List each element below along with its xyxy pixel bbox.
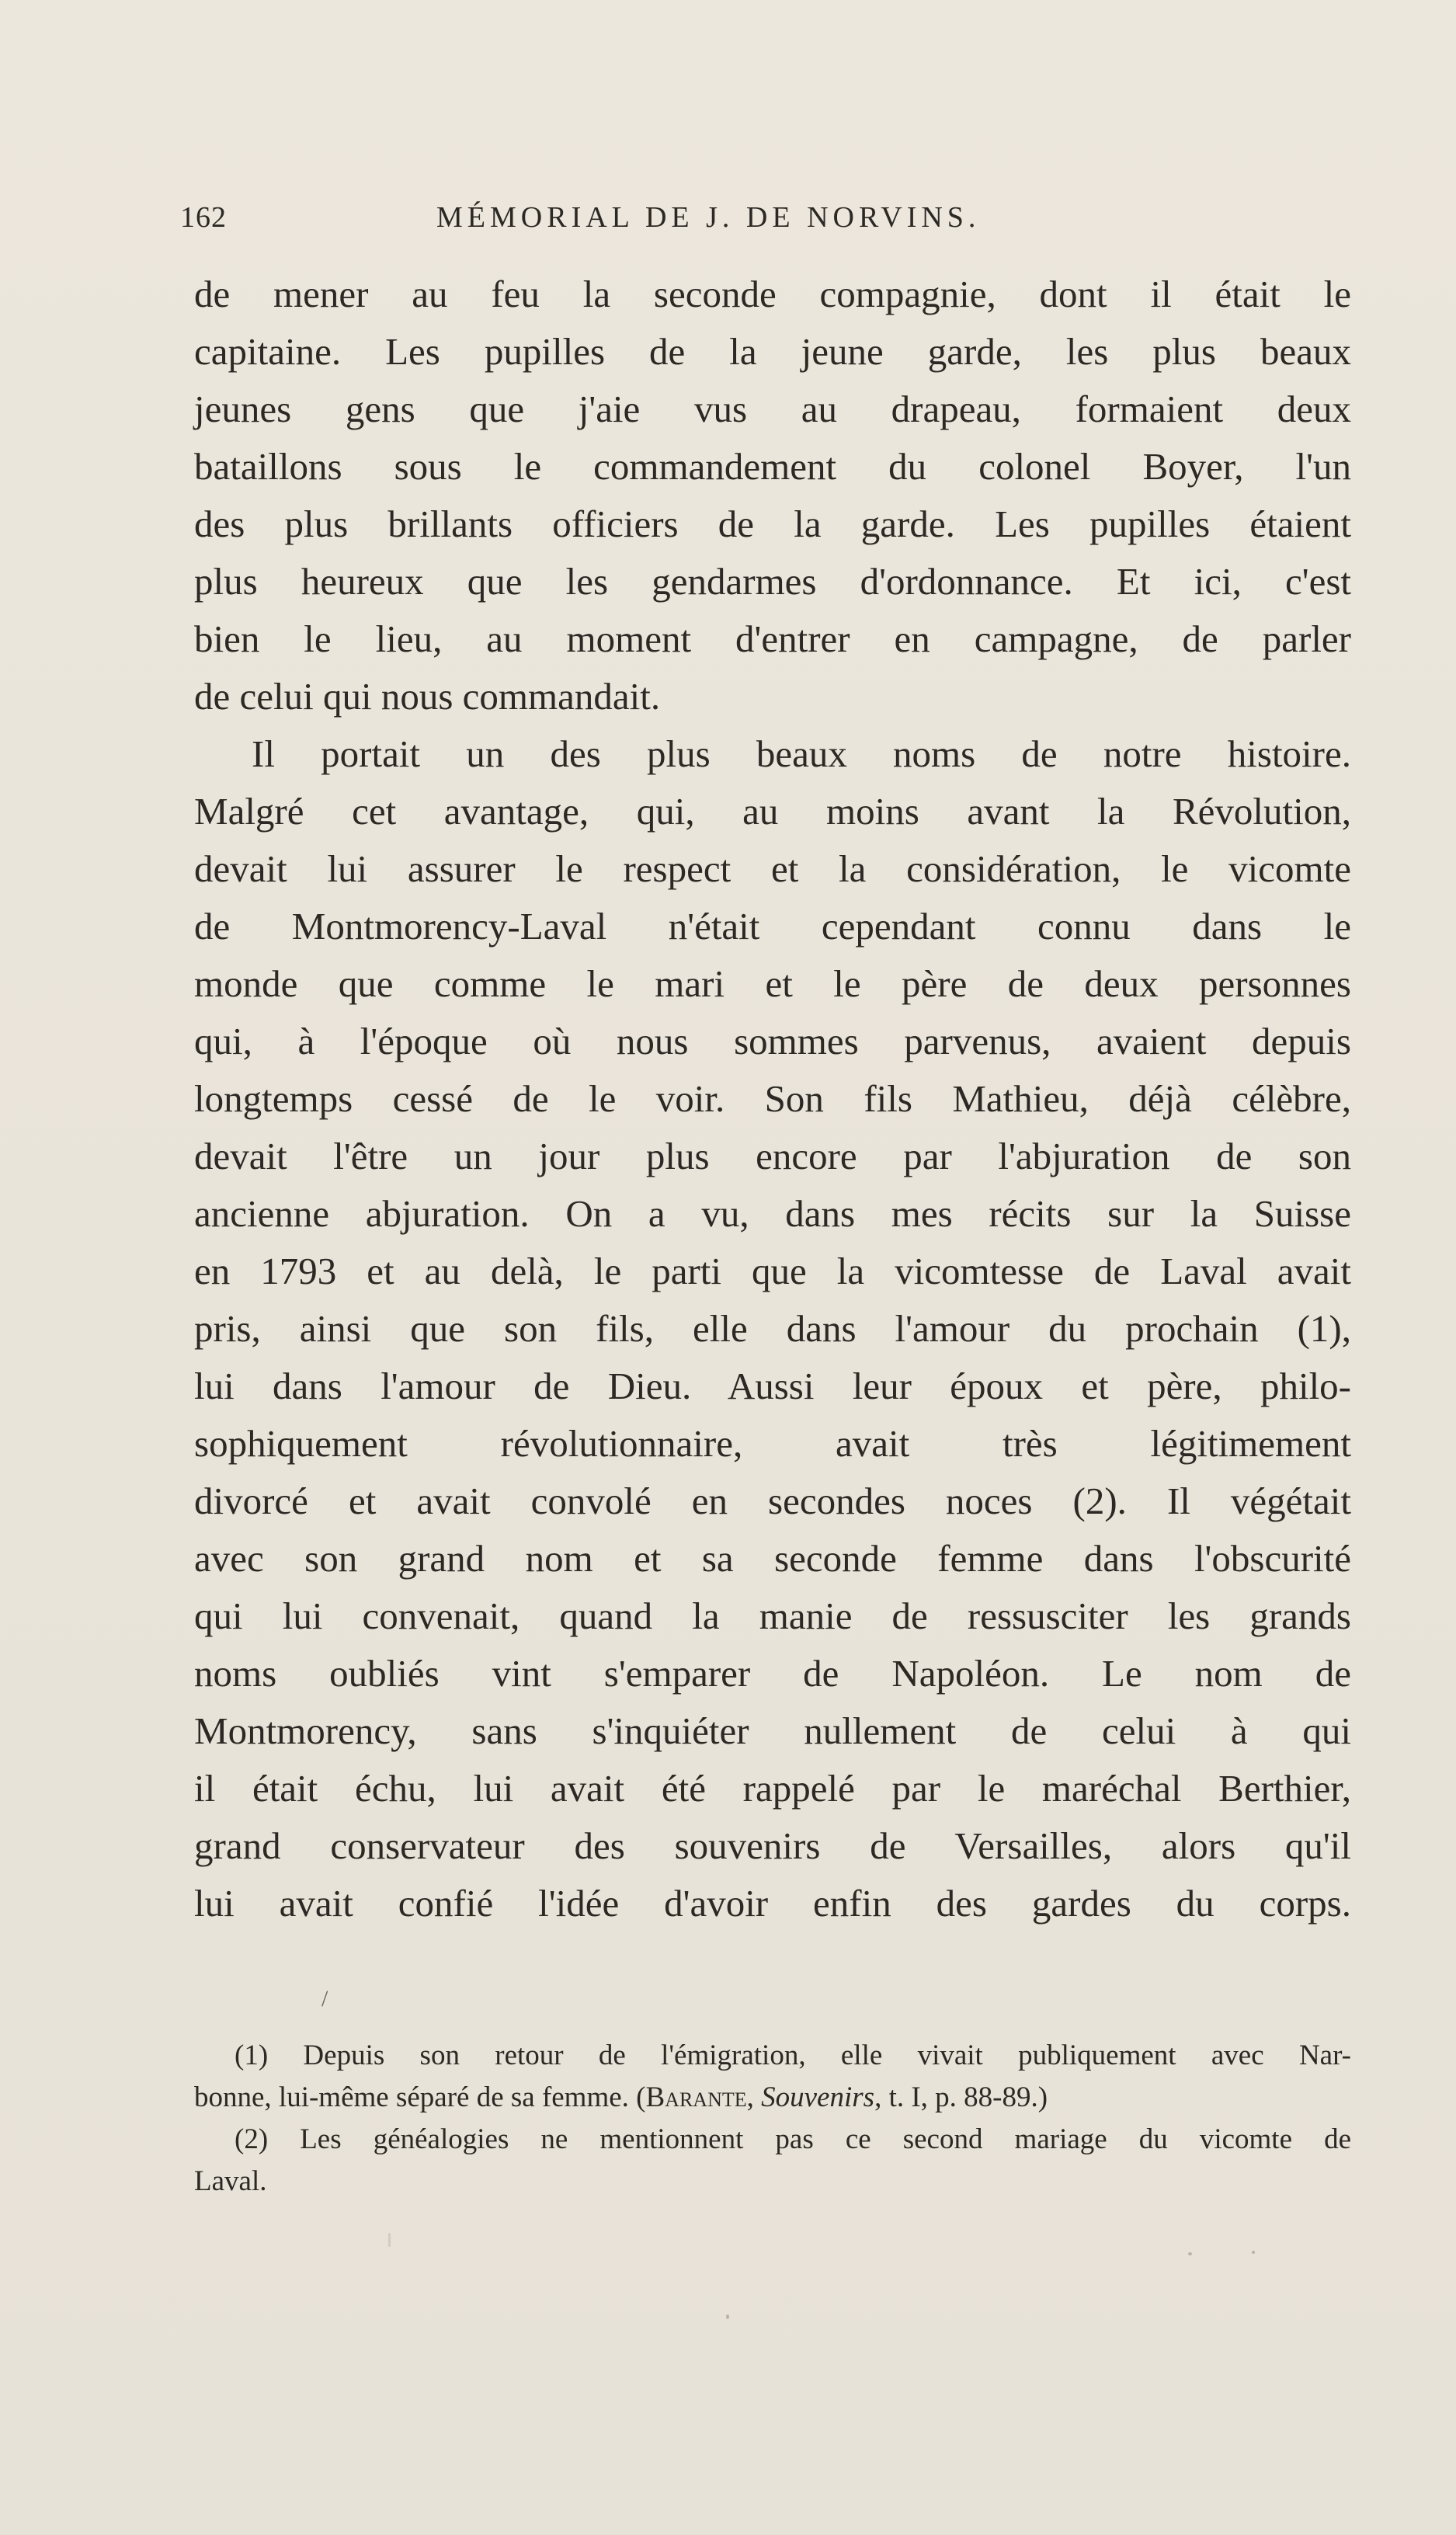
stray-mark: / bbox=[321, 1986, 328, 2012]
paper-speck bbox=[1188, 2252, 1192, 2255]
footnote-2-line: Laval. bbox=[194, 2165, 267, 2197]
text-line: Montmorency, sans s'inquiéter nullement de celui à qui bbox=[194, 1709, 1351, 1752]
text-line: bataillons sous le commandement du colonel Boyer, l'un bbox=[194, 445, 1351, 488]
paragraph-start: Il portait un des plus beaux noms de notre histoire. bbox=[252, 732, 1351, 775]
footnote-separator: , bbox=[746, 2081, 762, 2113]
text-line: monde que comme le mari et le père de deux personnes bbox=[194, 962, 1351, 1005]
footnote-1-line bbox=[194, 2077, 1351, 2119]
text-line: bien le lieu, au moment d'entrer en campagne, de parler bbox=[194, 617, 1351, 660]
paper-speck bbox=[1252, 2251, 1255, 2254]
paper-speck bbox=[726, 2314, 729, 2319]
text-line: grand conservateur des souvenirs de Versailles, alors qu'il bbox=[194, 1824, 1351, 1867]
text-line: longtemps cessé de le voir. Son fils Mathieu, déjà célèbre, bbox=[194, 1077, 1351, 1120]
text-line: capitaine. Les pupilles de la jeune garde, les plus beaux bbox=[194, 330, 1351, 373]
text-line: qui lui convenait, quand la manie de ressusciter les grands bbox=[194, 1594, 1351, 1637]
text-line: des plus brillants officiers de la garde. Les pupilles étaient bbox=[194, 502, 1351, 545]
text-line: de celui qui nous commandait. bbox=[194, 675, 661, 718]
footnote-text: bonne, lui-même séparé de sa femme. ( bbox=[194, 2081, 646, 2113]
text-line: plus heureux que les gendarmes d'ordonnance. Et ici, c'est bbox=[194, 560, 1351, 603]
text-line: qui, à l'époque où nous sommes parvenus, avaient depuis bbox=[194, 1020, 1351, 1062]
text-line: lui avait confié l'idée d'avoir enfin des gardes du corps. bbox=[194, 1882, 1351, 1925]
text-line: ancienne abjuration. On a vu, dans mes récits sur la Suisse bbox=[194, 1192, 1351, 1235]
footnote-title: Souvenirs bbox=[761, 2081, 875, 2113]
text-line: divorcé et avait convolé en secondes noces (2). Il végétait bbox=[194, 1480, 1351, 1522]
running-header bbox=[180, 200, 1123, 244]
footnote-text: , t. I, p. 88-89.) bbox=[874, 2081, 1048, 2113]
text-line: de Montmorency-Laval n'était cependant connu dans le bbox=[194, 905, 1351, 948]
footnote-author: Barante bbox=[645, 2081, 747, 2113]
text-line: devait lui assurer le respect et la considération, le vicomte bbox=[194, 847, 1351, 890]
text-line: devait l'être un jour plus encore par l'abjuration de son bbox=[194, 1135, 1351, 1177]
text-line: jeunes gens que j'aie vus au drapeau, formaient deux bbox=[194, 388, 1351, 430]
page-number: 162 bbox=[180, 201, 227, 234]
text-line: pris, ainsi que son fils, elle dans l'amour du prochain (1), bbox=[194, 1307, 1351, 1350]
text-line: sophiquement révolutionnaire, avait très légitimement bbox=[194, 1422, 1351, 1465]
body-text bbox=[194, 266, 1351, 1932]
footnote-1-line: (1) Depuis son retour de l'émigration, elle vivait publiquement avec Nar- bbox=[235, 2039, 1351, 2071]
footnotes bbox=[194, 2035, 1351, 2203]
text-line: noms oubliés vint s'emparer de Napoléon. Le nom de bbox=[194, 1652, 1351, 1695]
running-title: MÉMORIAL DE J. DE NORVINS. bbox=[436, 201, 981, 234]
text-line: avec son grand nom et sa seconde femme dans l'obscurité bbox=[194, 1537, 1351, 1580]
text-line: lui dans l'amour de Dieu. Aussi leur époux et père, philo- bbox=[194, 1365, 1351, 1407]
paper-speck bbox=[388, 2233, 391, 2247]
text-line: il était échu, lui avait été rappelé par le maréchal Berthier, bbox=[194, 1767, 1351, 1810]
text-line: en 1793 et au delà, le parti que la vicomtesse de Laval avait bbox=[194, 1250, 1351, 1292]
text-line: de mener au feu la seconde compagnie, dont il était le bbox=[194, 273, 1351, 315]
text-line: Malgré cet avantage, qui, au moins avant la Révolution, bbox=[194, 790, 1351, 833]
footnote-2-line: (2) Les généalogies ne mentionnent pas ce second mariage du vicomte de bbox=[235, 2123, 1351, 2155]
